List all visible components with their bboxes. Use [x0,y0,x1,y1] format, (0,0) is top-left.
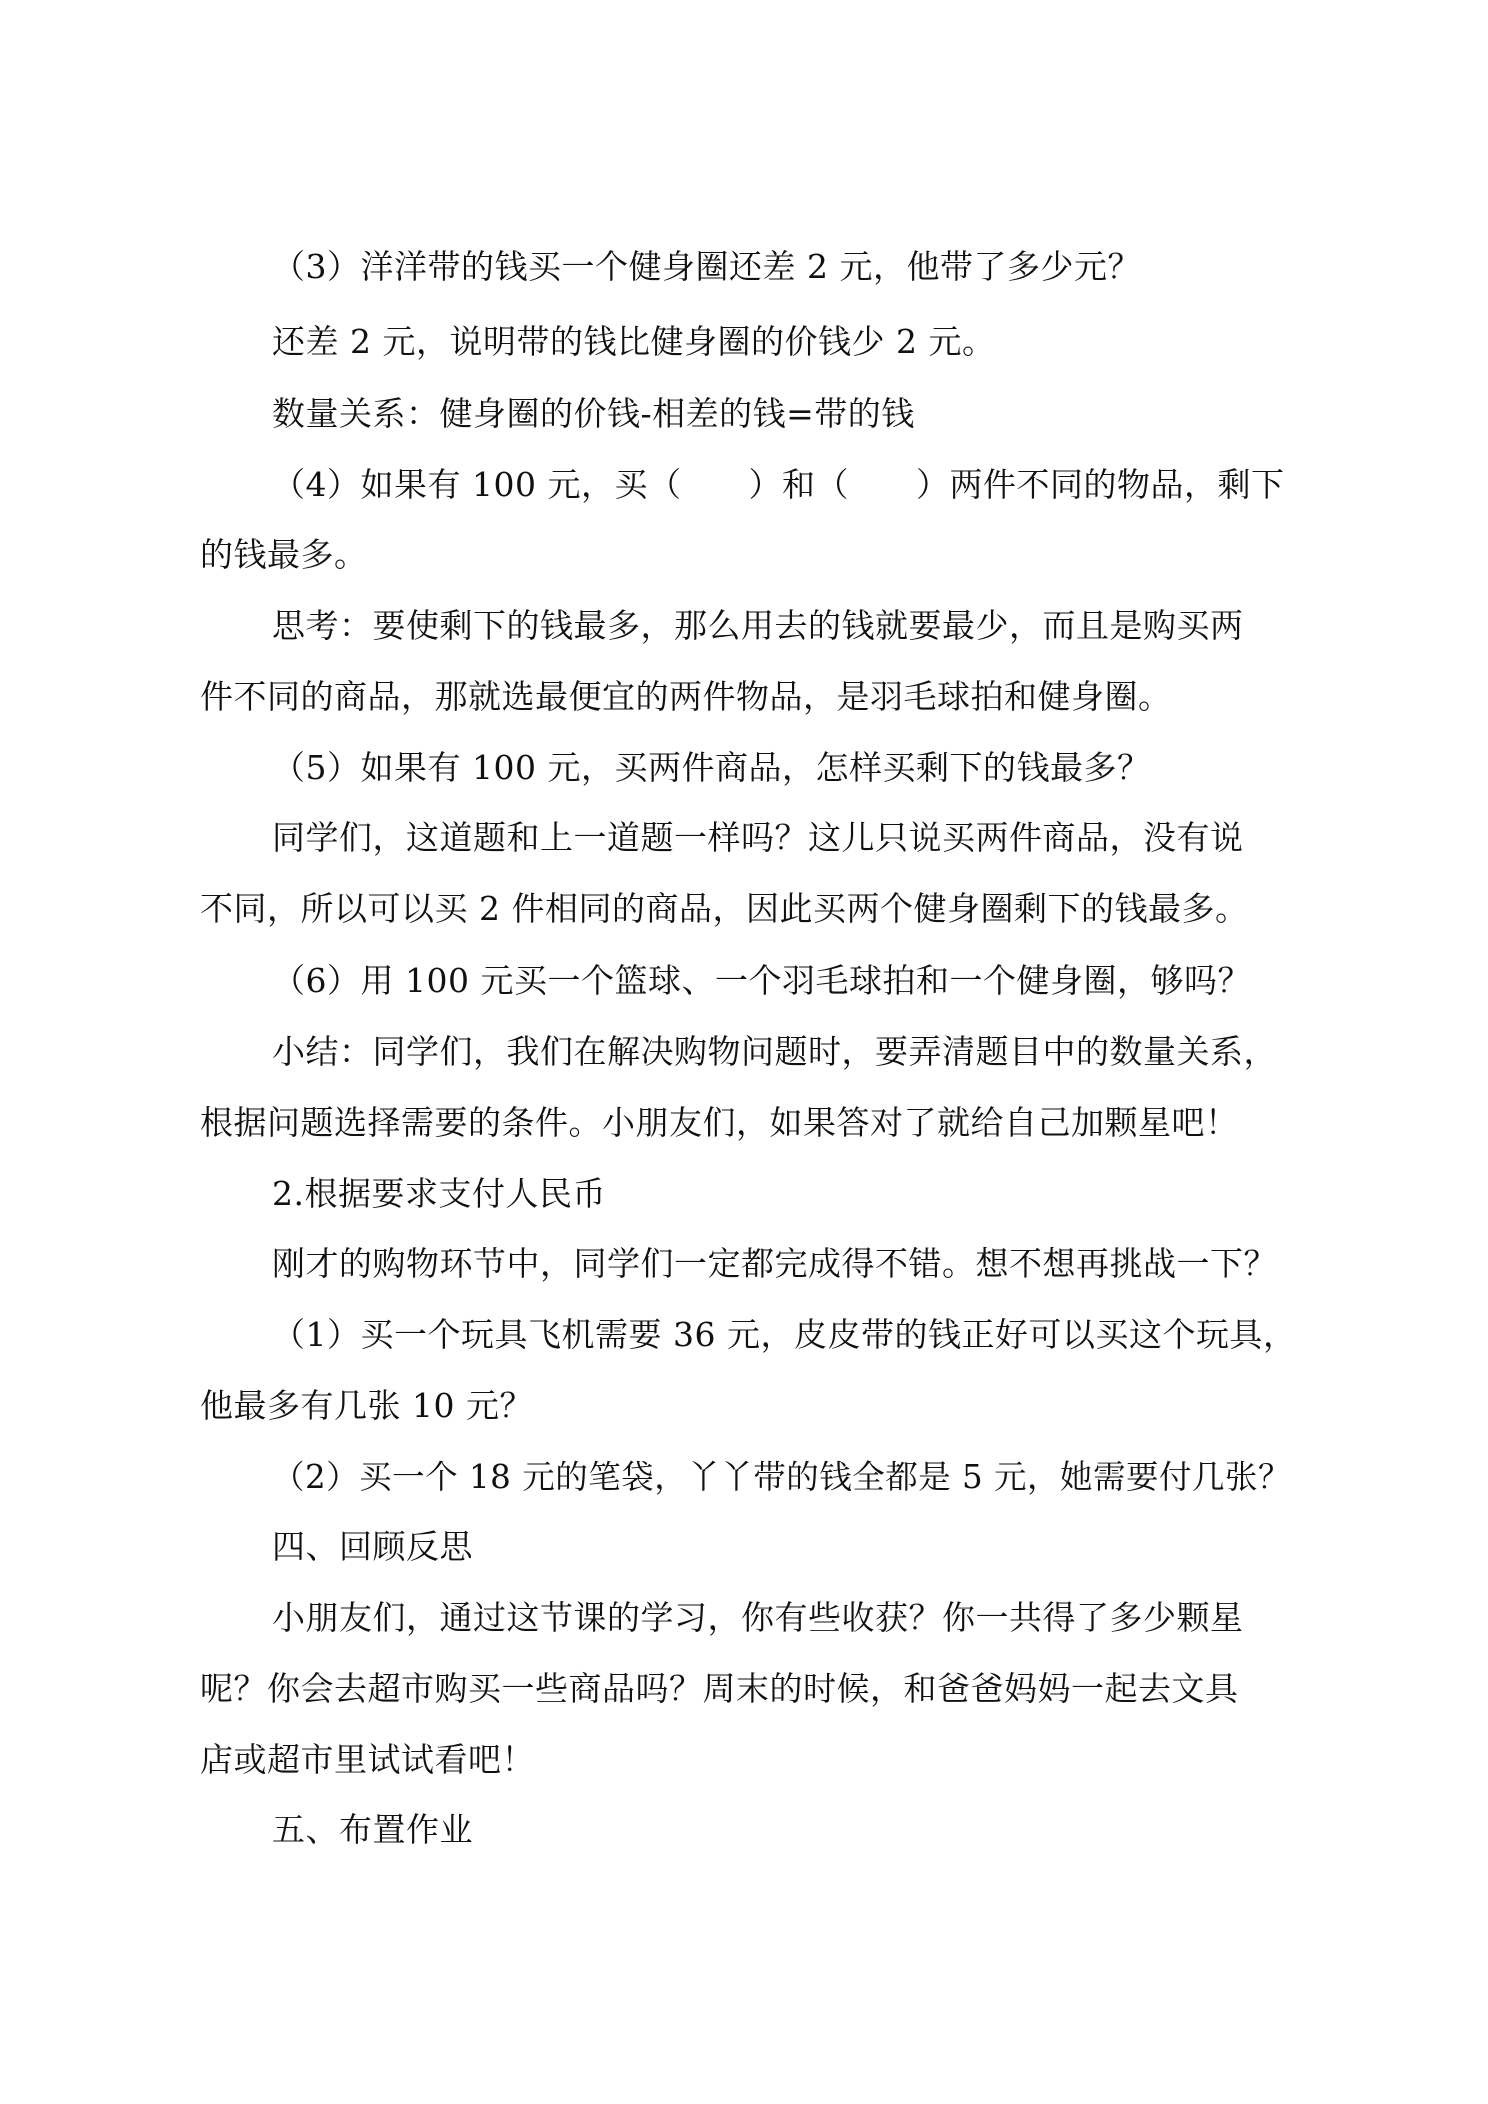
text-line: 根据问题选择需要的条件。小朋友们，如果答对了就给自己加颗星吧！ [200,1103,1239,1142]
text-line: （4）如果有 100 元，买（ ）和（ ）两件不同的物品，剩下 [272,465,1285,504]
text-line: （5）如果有 100 元，买两件商品，怎样买剩下的钱最多？ [272,748,1151,787]
text-line: 的钱最多。 [200,535,368,574]
text-line: 小结：同学们，我们在解决购物问题时，要弄清题目中的数量关系， [272,1032,1277,1071]
text-line: 呢？你会去超市购买一些商品吗？周末的时候，和爸爸妈妈一起去文具 [200,1669,1239,1708]
text-line: 思考：要使剩下的钱最多，那么用去的钱就要最少，而且是购买两 [272,606,1244,645]
text-line: 他最多有几张 10 元？ [200,1386,533,1425]
text-line: 店或超市里试试看吧！ [200,1740,535,1779]
section-heading: 四、回顾反思 [272,1527,473,1566]
text-line: 数量关系：健身圈的价钱-相差的钱=带的钱 [272,394,915,433]
text-line: 同学们，这道题和上一道题一样吗？这儿只说买两件商品，没有说 [272,818,1244,857]
text-line: 不同，所以可以买 2 件相同的商品，因此买两个健身圈剩下的钱最多。 [200,889,1249,928]
text-line: 小朋友们，通过这节课的学习，你有些收获？你一共得了多少颗星 [272,1598,1244,1637]
text-line: 刚才的购物环节中，同学们一定都完成得不错。想不想再挑战一下？ [272,1244,1277,1283]
text-line: 还差 2 元，说明带的钱比健身圈的价钱少 2 元。 [272,322,996,361]
text-line: （1）买一个玩具飞机需要 36 元，皮皮带的钱正好可以买这个玩具， [272,1315,1297,1354]
text-line: 件不同的商品，那就选最便宜的两件物品，是羽毛球拍和健身圈。 [200,677,1172,716]
text-line: （6）用 100 元买一个篮球、一个羽毛球拍和一个健身圈，够吗？ [272,961,1251,1000]
text-line: （3）洋洋带的钱买一个健身圈还差 2 元，他带了多少元？ [272,247,1141,286]
section-heading: 五、布置作业 [272,1810,473,1849]
text-line: （2）买一个 18 元的笔袋，丫丫带的钱全都是 5 元，她需要付几张？ [272,1458,1292,1496]
section-heading: 2.根据要求支付人民币 [272,1174,606,1213]
